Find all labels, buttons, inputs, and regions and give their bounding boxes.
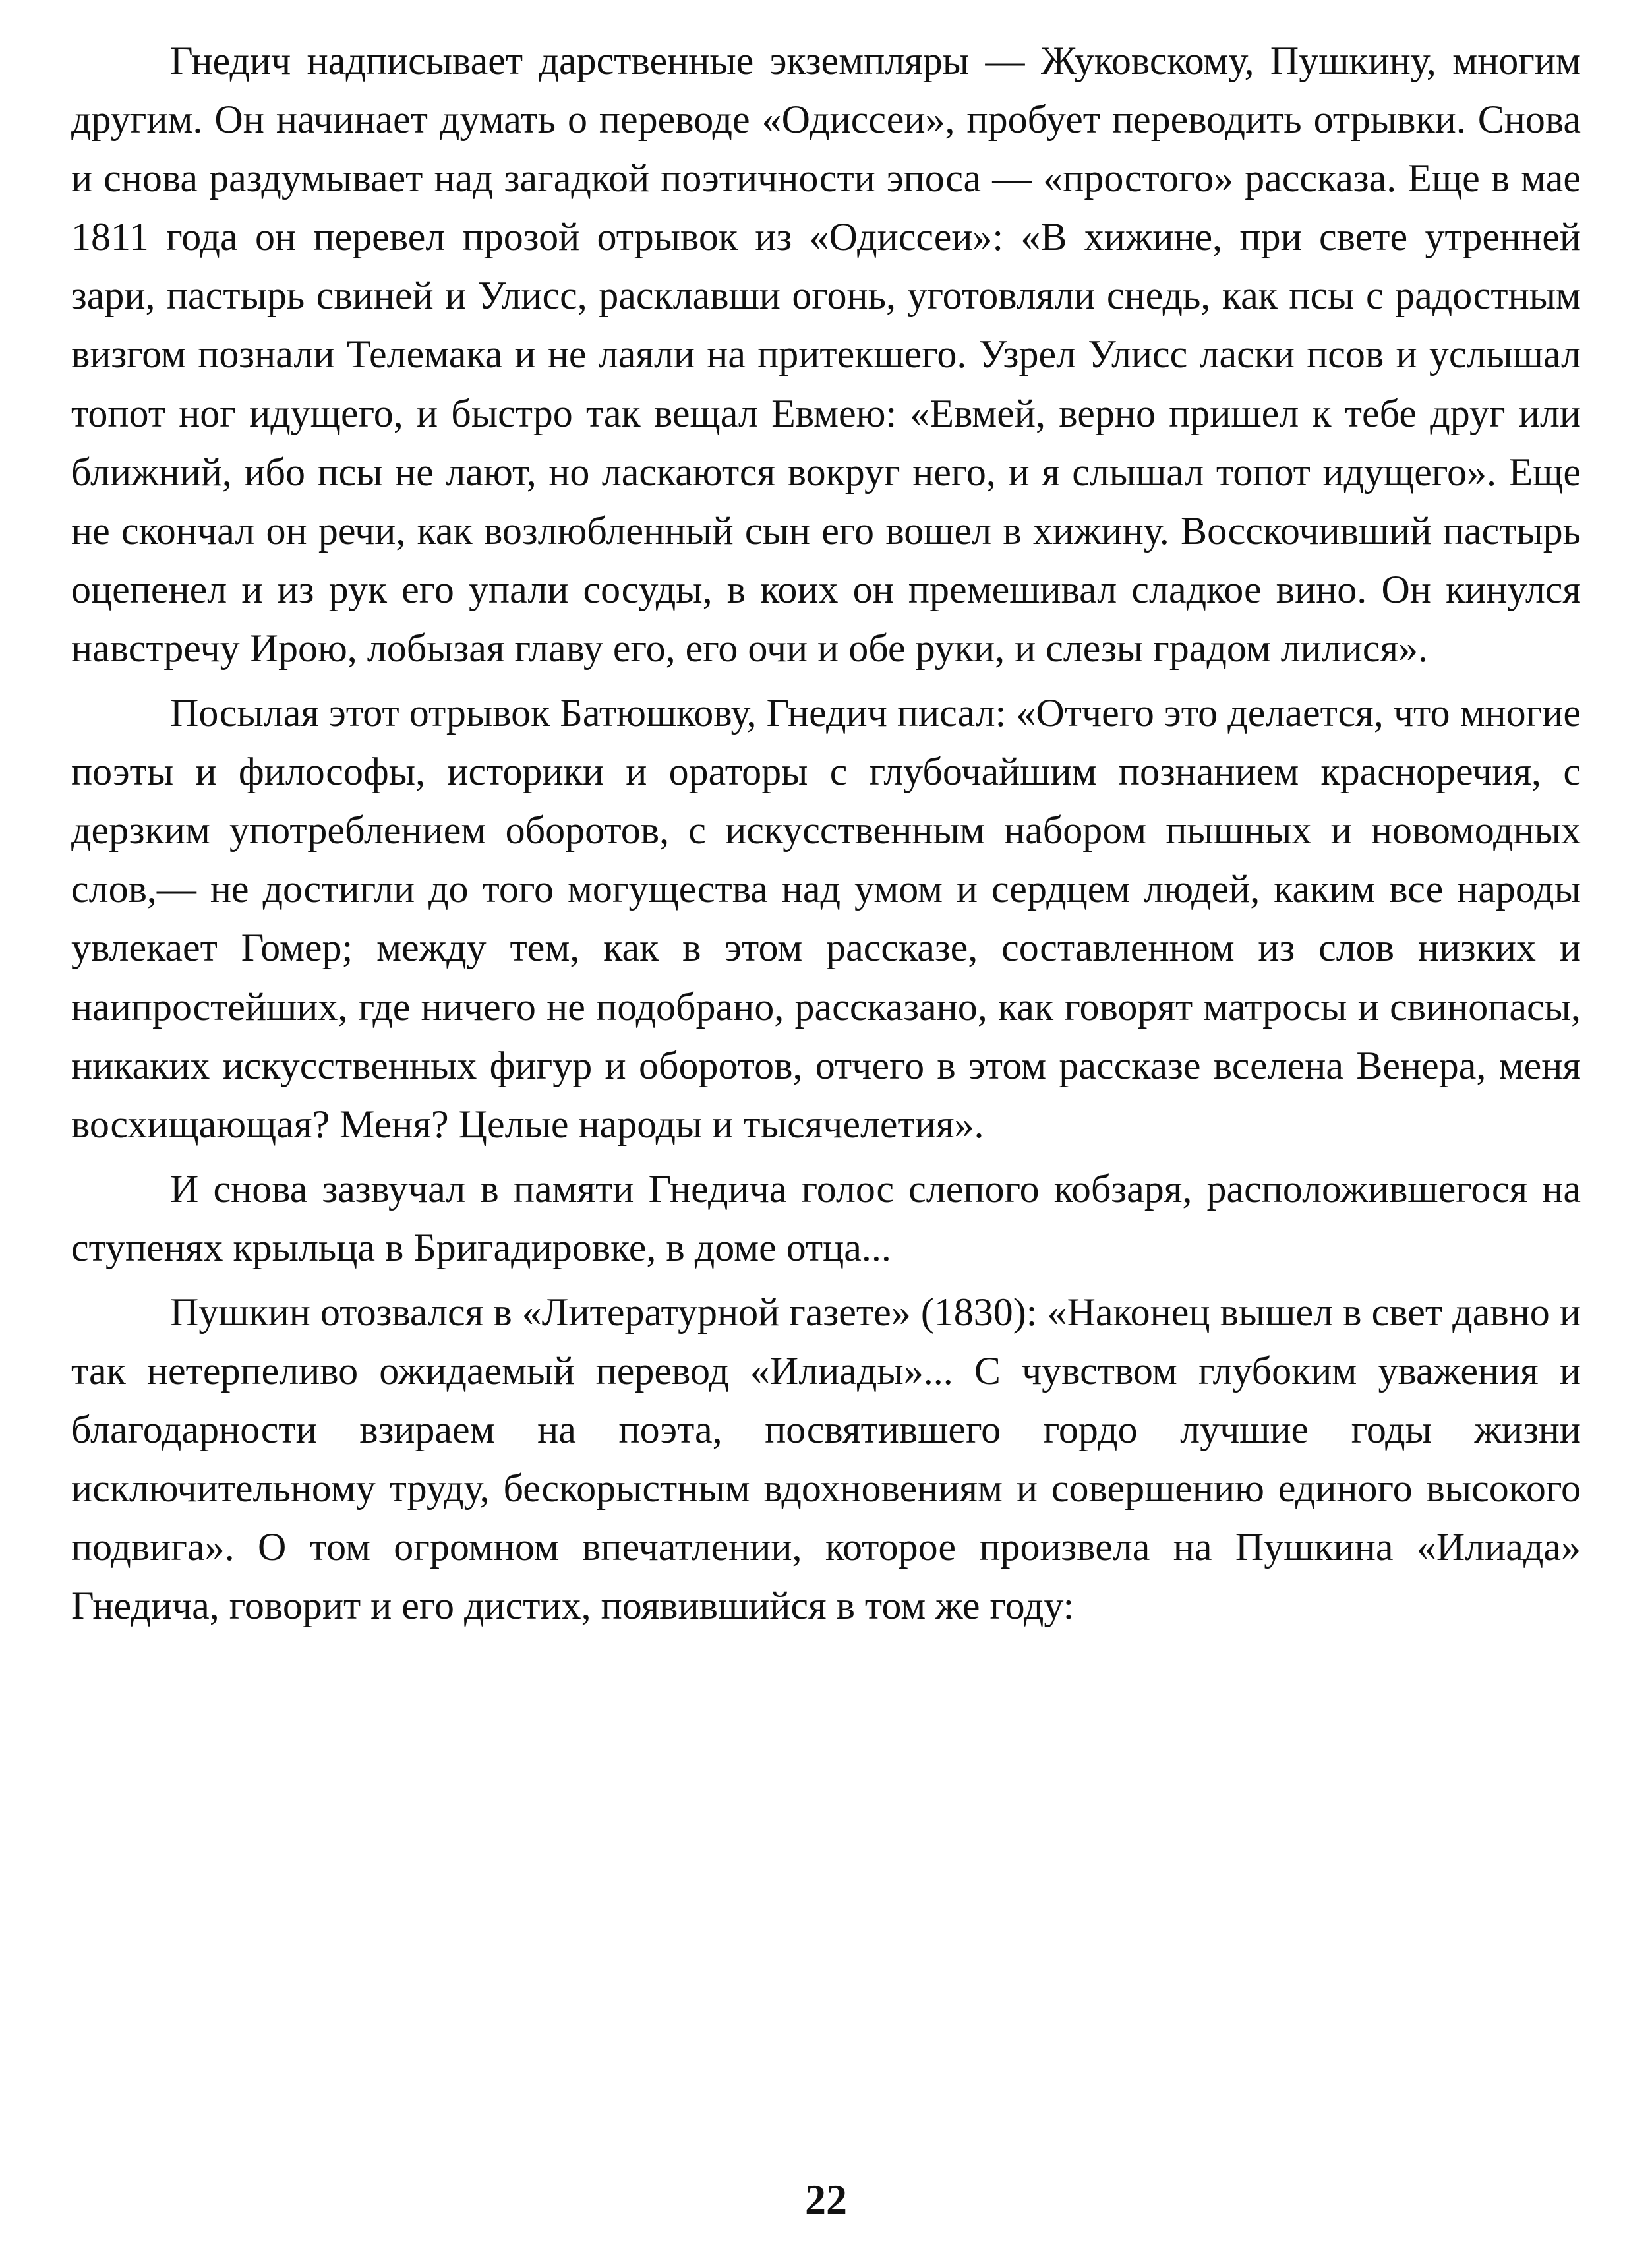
paragraph-kobzar-memory: И снова зазвучал в памяти Гнедича голос слепого кобзаря, расположившегося на ступенях крыльца в Бригадировке, в доме отца... [71,1166,1581,1269]
page-number: 22 [805,2176,847,2223]
paragraph-pushkin-review: Пушкин отозвался в «Литературной газете» (1830): «Наконец вышел в свет давно и так нетерпеливо ожидаемый перевод «Илиады»... С чувством глубоким уважения и благодарности взираем на поэта, посвятившего гордо лучшие годы жизни исключительному труду, бескорыстным вдохновениям и совершению единого высокого подвига». О том огромном впечатлении, которое произвела на Пушкина «Илиада» Гнедича, говорит и его дистих, появившийся в том же году: [71,1290,1581,1628]
body-text [71,32,1581,1636]
paragraph-batyushkov-letter: Посылая этот отрывок Батюшкову, Гнедич писал: «Отчего это делается, что многие поэты и философы, историки и ораторы с глубочайшим познанием красноречия, с дерзким употреблением оборотов, с искусственным набором пышных и новомодных слов,— не достигли до того могущества над умом и сердцем людей, каким все народы увлекает Гомер; между тем, как в этом рассказе, составленном из слов низких и наипростейших, где ничего не подобрано, рассказано, как говорят матросы и свинопасы, никаких искусственных фигур и оборотов, отчего в этом рассказе вселена Венера, меня восхищающая? Меня? Целые народы и тысячелетия». [71,691,1581,1146]
paragraph-gnedich-odyssey: Гнедич надписывает дарственные экземпляры — Жуковскому, Пушкину, многим другим. Он начинает думать о переводе «Одиссеи», пробует переводить отрывки. Снова и снова раздумывает над загадкой поэтичности эпоса — «простого» рассказа. Еще в мае 1811 года он перевел прозой отрывок из «Одиссеи»: «В хижине, при свете утренней зари, пастырь свиней и Улисс, расклавши огонь, уготовляли снедь, как псы с радостным визгом познали Телемака и не лаяли на притекшего. Узрел Улисс ласки псов и услышал топот ног идущего, и быстро так вещал Евмею: «Евмей, верно пришел к тебе друг или ближний, ибо псы не лают, но ласкаются вокруг него, и я слышал топот идущего». Еще не скончал он речи, как возлюбленный сын его вошел в хижину. Восскочивший пастырь оцепенел и из рук его упали сосуды, в коих он премешивал сладкое вино. Он кинулся навстречу Ирою, лобызая главу его, его очи и обе руки, и слезы градом лилися». [71,39,1581,670]
